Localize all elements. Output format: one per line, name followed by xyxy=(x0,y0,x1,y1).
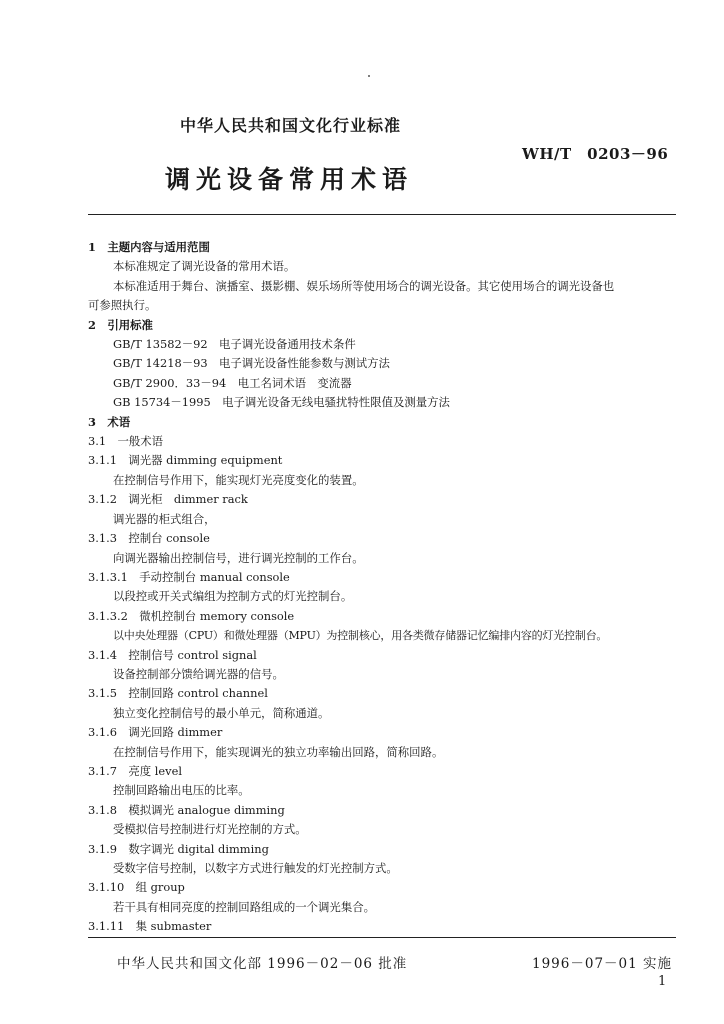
paragraph-line: 本标准适用于舞台、演播室、摄影棚、娱乐场所等使用场合的调光设备。其它使用场合的调光设备也 xyxy=(113,278,615,293)
term-definition: 受模拟信号控制进行灯光控制的方式。 xyxy=(113,822,307,837)
paragraph-line: 可参照执行。 xyxy=(88,298,157,313)
term-definition: 控制回路输出电压的比率。 xyxy=(113,783,250,798)
term-definition: 设备控制部分馈给调光器的信号。 xyxy=(113,666,284,681)
term-heading: 3.1.9 数字调光 digital dimming xyxy=(88,841,269,856)
standard-code: WH/T 0203－96 xyxy=(522,145,669,163)
effective-date: 1996－07－01 实施 xyxy=(532,956,673,972)
document-body xyxy=(88,238,676,937)
term-heading: 3.1.8 模拟调光 analogue dimming xyxy=(88,802,285,817)
term-definition: 以段控或开关式编组为控制方式的灯光控制台。 xyxy=(113,589,353,604)
term-heading: 3.1.3.1 手动控制台 manual console xyxy=(88,569,290,584)
issuer-title: 中华人民共和国文化行业标准 xyxy=(180,116,402,135)
term-heading: 3.1.4 控制信号 control signal xyxy=(88,647,257,662)
footer-divider xyxy=(88,937,676,938)
term-definition: 在控制信号作用下，能实现调光的独立功率输出回路，简称回路。 xyxy=(113,744,444,759)
reference-item: GB/T 13582－92 电子调光设备通用技术条件 xyxy=(113,337,356,352)
term-definition: 以中央处理器（CPU）和微处理器（MPU）为控制核心，用各类微存储器记忆编排内容的灯光控制台。 xyxy=(113,629,608,643)
reference-item: GB 15734－1995 电子调光设备无线电骚扰特性限值及测量方法 xyxy=(113,395,450,410)
reference-item: GB/T 14218－93 电子调光设备性能参数与测试方法 xyxy=(113,356,390,371)
term-definition: 在控制信号作用下，能实现灯光亮度变化的装置。 xyxy=(113,472,364,487)
approval-date: 中华人民共和国文化部 1996－02－06 批准 xyxy=(117,956,408,972)
term-heading: 3.1.6 调光回路 dimmer xyxy=(88,725,223,740)
term-definition: 向调光器输出控制信号，进行调光控制的工作台。 xyxy=(113,550,364,565)
document-title: 调光设备常用术语 xyxy=(165,165,414,194)
term-heading: 3.1.11 集 submaster xyxy=(88,919,212,934)
term-definition: 调光器的柜式组合， xyxy=(113,511,216,526)
term-heading: 3.1.7 亮度 level xyxy=(88,763,182,778)
term-definition: 独立变化控制信号的最小单元，简称通道。 xyxy=(113,705,330,720)
scan-speck xyxy=(368,75,370,77)
page-number: 1 xyxy=(658,974,667,989)
term-heading: 3.1 一般术语 xyxy=(88,434,164,449)
term-heading: 3.1.3.2 微机控制台 memory console xyxy=(88,608,295,623)
term-heading: 3.1.10 组 group xyxy=(88,880,185,895)
term-definition: 若干具有相同亮度的控制回路组成的一个调光集合。 xyxy=(113,899,375,914)
term-heading: 3.1.5 控制回路 control channel xyxy=(88,686,268,701)
section-heading: 2 引用标准 xyxy=(88,317,153,332)
section-heading: 1 主题内容与适用范围 xyxy=(88,240,210,254)
term-heading: 3.1.1 调光器 dimming equipment xyxy=(88,453,283,468)
term-heading: 3.1.2 调光柜 dimmer rack xyxy=(88,492,248,507)
paragraph-line: 本标准规定了调光设备的常用术语。 xyxy=(113,259,296,274)
term-heading: 3.1.3 控制台 console xyxy=(88,531,210,546)
reference-item: GB/T 2900．33－94 电工名词术语 变流器 xyxy=(113,375,352,390)
header-divider xyxy=(88,214,676,215)
term-definition: 受数字信号控制，以数字方式进行触发的灯光控制方式。 xyxy=(113,861,398,875)
section-heading: 3 术语 xyxy=(88,414,131,429)
